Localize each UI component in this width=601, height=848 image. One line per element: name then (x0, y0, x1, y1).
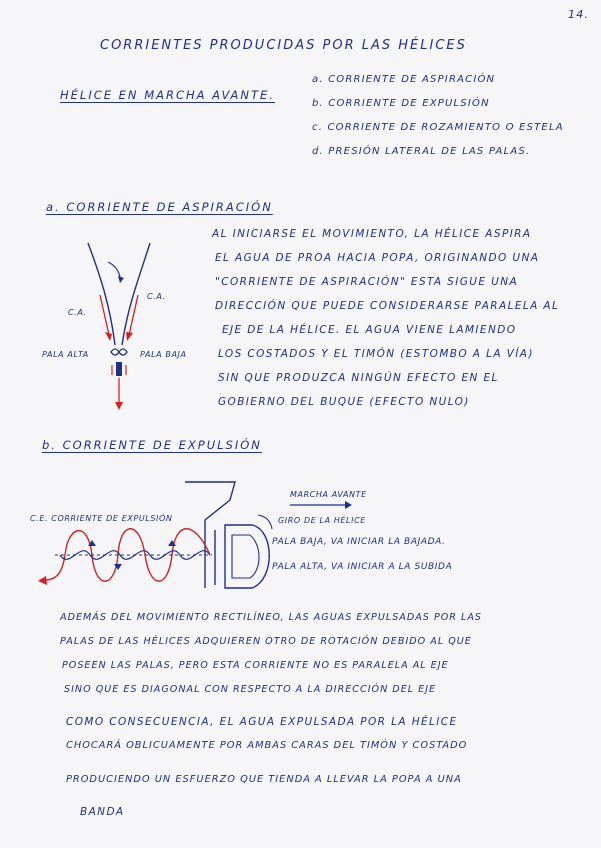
aspiration-curved-arrow (108, 262, 120, 277)
section-b-line: CHOCARÁ OBLICUAMENTE POR AMBAS CARAS DEL TIMÓN Y COSTADO (66, 740, 468, 751)
section-b-line: SINO QUE ES DIAGONAL CON RESPECTO A LA DIRECCIÓN DEL EJE (64, 684, 437, 695)
section-a-line: "CORRIENTE DE ASPIRACIÓN" ESTA SIGUE UNA (215, 276, 519, 288)
intro-item: b. CORRIENTE DE EXPULSIÓN (312, 98, 490, 109)
section-a-heading: a. CORRIENTE DE ASPIRACIÓN (46, 200, 273, 214)
section-a-line: AL INICIARSE EL MOVIMIENTO, LA HÉLICE ASPIRA (212, 228, 532, 240)
section-b-line: PALAS DE LAS HÉLICES ADQUIEREN OTRO DE ROTACIÓN DEBIDO AL QUE (60, 636, 472, 647)
marcha-avante-label: MARCHA AVANTE (290, 490, 367, 499)
pala-alta-label: PALA ALTA (42, 350, 89, 359)
section-a-line: LOS COSTADOS Y EL TIMÓN (ESTOMBO A LA VÍA) (218, 348, 534, 360)
pala-baja-note: PALA BAJA, VA INICIAR LA BAJADA. (272, 537, 446, 547)
aspiration-funnel-right (122, 243, 150, 345)
hull-outline (185, 482, 235, 588)
section-b-line: POSEEN LAS PALAS, PERO ESTA CORRIENTE NO ES PARALELA AL EJE (62, 660, 449, 671)
ca-label-right: C.A. (147, 292, 166, 301)
giro-helice-label: GIRO DE LA HÉLICE (278, 516, 366, 525)
page-title: CORRIENTES PRODUCIDAS POR LAS HÉLICES (100, 38, 467, 53)
section-a-line: GOBIERNO DEL BUQUE (EFECTO NULO) (218, 396, 470, 408)
section-a-line: SIN QUE PRODUZCA NINGÚN EFECTO EN EL (218, 372, 499, 384)
aspiration-funnel-left (88, 243, 115, 345)
intro-item: d. PRESIÓN LATERAL DE LAS PALAS. (312, 146, 531, 157)
section-b-line: PRODUCIENDO UN ESFUERZO QUE TIENDA A LLEVAR LA POPA A UNA (66, 774, 462, 785)
section-b-line: COMO CONSECUENCIA, EL AGUA EXPULSADA POR LA HÉLICE (66, 716, 458, 728)
ce-label: C.E. CORRIENTE DE EXPULSIÓN (30, 514, 173, 523)
section-a-line: EJE DE LA HÉLICE. EL AGUA VIENE LAMIENDO (222, 324, 517, 336)
propeller-symbol (111, 349, 127, 355)
red-arrow-left (100, 295, 109, 335)
red-arrow-right (129, 295, 138, 335)
intro-heading: HÉLICE EN MARCHA AVANTE. (60, 88, 275, 102)
page-number: 14. (568, 8, 590, 21)
intro-item: c. CORRIENTE DE ROZAMIENTO O ESTELA (312, 122, 564, 133)
section-b-heading: b. CORRIENTE DE EXPULSIÓN (42, 438, 262, 452)
pala-baja-label: PALA BAJA (140, 350, 187, 359)
section-b-line: ADEMÁS DEL MOVIMIENTO RECTILÍNEO, LAS AGUAS EXPULSADAS POR LAS (60, 612, 482, 623)
ca-label-left: C.A. (68, 308, 87, 317)
section-b-line: BANDA (80, 806, 125, 818)
section-a-line: EL AGUA DE PROA HACIA POPA, ORIGINANDO UNA (215, 252, 540, 264)
section-a-line: DIRECCIÓN QUE PUEDE CONSIDERARSE PARALELA AL (215, 300, 560, 312)
pala-alta-note: PALA ALTA, VA INICIAR A LA SUBIDA (272, 562, 453, 572)
intro-item: a. CORRIENTE DE ASPIRACIÓN (312, 74, 496, 85)
